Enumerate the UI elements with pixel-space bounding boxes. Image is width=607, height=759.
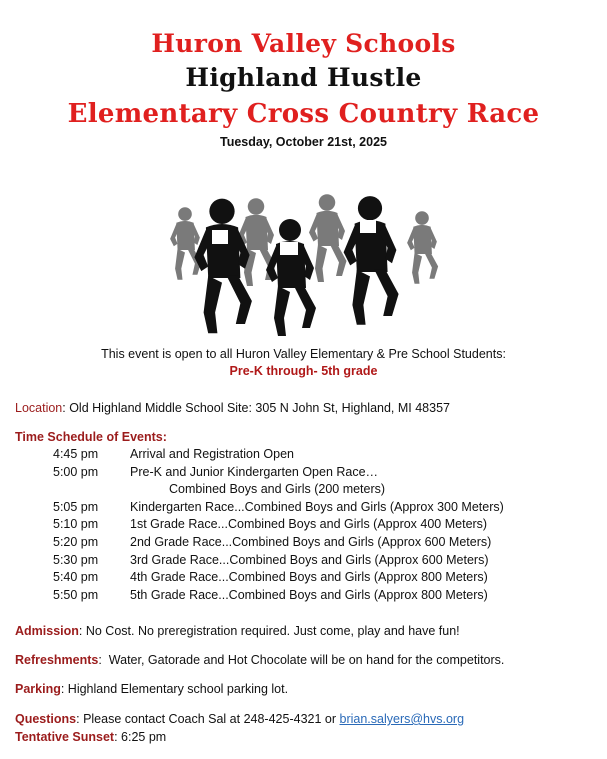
row-time: 5:05 pm <box>53 500 99 514</box>
sunset-line <box>15 730 166 744</box>
parking-label: Parking <box>15 682 61 696</box>
event-date: Tuesday, October 21st, 2025 <box>220 135 387 149</box>
row-event: 2nd Grade Race...Combined Boys and Girls (Approx 600 Meters) <box>130 535 492 549</box>
row-event: 1st Grade Race...Combined Boys and Girls (Approx 400 Meters) <box>130 517 488 531</box>
questions-value: : Please contact Coach Sal at 248-425-4321 or <box>76 712 340 726</box>
row-time: 5:00 pm <box>53 465 99 479</box>
email-link[interactable]: brian.salyers@hvs.org <box>339 712 465 726</box>
intro-text: This event is open to all Huron Valley Elementary & Pre School Students: <box>101 347 506 361</box>
parking-value: : Highland Elementary school parking lot. <box>60 682 289 696</box>
schedule-row <box>53 553 489 567</box>
schedule-row <box>53 465 378 479</box>
row-time: 5:20 pm <box>53 535 99 549</box>
row-event: 4th Grade Race...Combined Boys and Girls (Approx 800 Meters) <box>130 570 488 584</box>
row-event: Pre-K and Junior Kindergarten Open Race… <box>130 465 379 479</box>
title-race: Elementary Cross Country Race <box>67 99 540 129</box>
schedule-heading: Time Schedule of Events: <box>15 430 167 444</box>
row-event: Combined Boys and Girls (200 meters) <box>169 482 386 496</box>
grades-text: Pre-K through- 5th grade <box>229 364 378 378</box>
refreshments-label: Refreshments <box>15 653 99 667</box>
sunset-label: Tentative Sunset <box>15 730 115 744</box>
row-event: Arrival and Registration Open <box>130 447 294 461</box>
row-event: Kindergarten Race...Combined Boys and Girls (Approx 300 Meters) <box>130 500 504 514</box>
row-event: 3rd Grade Race...Combined Boys and Girls (Approx 600 Meters) <box>130 553 489 567</box>
runners-silhouette-icon <box>160 168 450 343</box>
row-time: 4:45 pm <box>53 447 99 461</box>
row-time: 5:30 pm <box>53 553 99 567</box>
location-line <box>15 401 450 415</box>
schedule-row <box>53 517 487 531</box>
title-event: Highland Hustle <box>185 63 422 92</box>
admission-label: Admission <box>15 624 79 638</box>
admission-value: : No Cost. No preregistration required. Just come, play and have fun! <box>78 624 460 638</box>
questions-line <box>15 712 464 726</box>
row-time: 5:50 pm <box>53 588 99 602</box>
schedule-row <box>53 535 491 549</box>
parking-line <box>15 682 288 696</box>
sunset-value: : 6:25 pm <box>114 730 167 744</box>
schedule-row <box>169 482 385 496</box>
refreshments-value: : Water, Gatorade and Hot Chocolate will be on hand for the competitors. <box>98 653 505 667</box>
row-event: 5th Grade Race...Combined Boys and Girls (Approx 800 Meters) <box>130 588 488 602</box>
row-time: 5:10 pm <box>53 517 99 531</box>
refreshments-line <box>15 653 504 667</box>
location-value: : Old Highland Middle School Site: 305 N John St, Highland, MI 48357 <box>62 401 450 415</box>
schedule-row <box>53 588 488 602</box>
schedule-row <box>53 570 488 584</box>
row-time: 5:40 pm <box>53 570 99 584</box>
title-school: Huron Valley Schools <box>151 29 456 58</box>
questions-label: Questions <box>15 712 77 726</box>
admission-line <box>15 624 460 638</box>
schedule-row <box>53 500 504 514</box>
schedule-row <box>53 447 294 461</box>
location-label: Location <box>15 401 63 415</box>
